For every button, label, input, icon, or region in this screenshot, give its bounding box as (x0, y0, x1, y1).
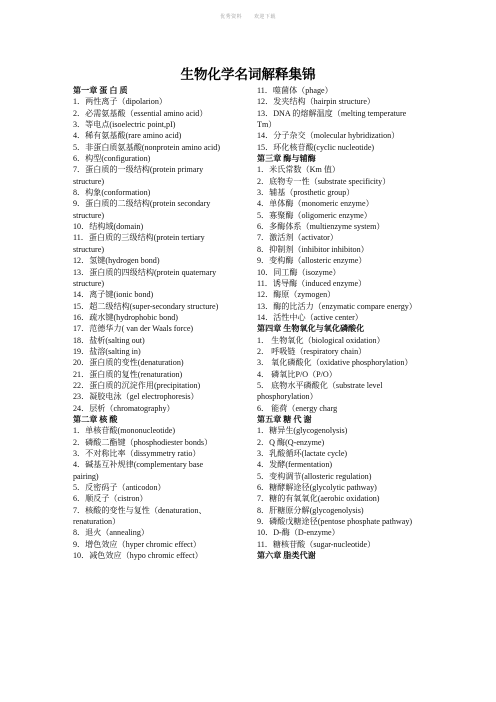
term-line: structure) (73, 278, 105, 288)
term-line: 3． 氧化磷酸化（oxidative phosphorylation） (257, 358, 413, 368)
term-line: 18．盐析(salting out) (73, 335, 145, 345)
header-right-text: 欢迎下载 (253, 15, 276, 20)
term-line: 8．构象(conformation) (73, 188, 151, 198)
term-line: 8．肝糖原分解(glycogenolysis) (257, 505, 364, 515)
term-line: 1．两性离子（dipolarion） (73, 97, 167, 107)
term-line: 5．非蛋白质氨基酸(nonprotein amino acid) (73, 142, 221, 152)
term-line: 13．蛋白质的四级结构(protein quaternary (73, 267, 217, 277)
term-line: 3．辅基（prosthetic group） (257, 188, 355, 198)
term-line: 5． 底物水平磷酸化（substrate level (257, 380, 383, 390)
term-line: 1．单核苷酸(mononucleotide) (73, 426, 176, 436)
term-line: 4．发酵(fermentation) (257, 460, 333, 470)
term-line: 21．蛋白质的复性(renaturation) (73, 369, 183, 379)
term-line: 5．反密码子（anticodon） (73, 483, 166, 493)
term-line: 12．发夹结构（hairpin structure） (257, 97, 376, 107)
term-line: 20．蛋白质的变性(denaturation) (73, 358, 184, 368)
term-line: 7．激活剂（activator） (257, 233, 338, 243)
term-line: 13．DNA 的熔解温度（melting temperature (257, 108, 407, 118)
term-line: 9．变构酶（allosteric enzyme） (257, 256, 367, 266)
term-line: 1．糖异生(glycogenolysis) (257, 426, 348, 436)
document-title: 生物化学名词解释集锦 (180, 67, 316, 82)
term-line: 5．寡聚酶（oligomeric enzyme） (257, 210, 372, 220)
term-line: 6． 能荷（energy charg (257, 403, 338, 413)
term-line: 6．构型(configuration) (73, 154, 151, 164)
chapter-heading: 第六章 脂类代谢 (257, 551, 316, 561)
term-line: 3．不对称比率（dissymmetry ratio） (73, 449, 201, 458)
page-header (0, 13, 496, 20)
term-line: pairing) (73, 471, 99, 481)
term-line: 14．活性中心（active center） (257, 312, 363, 322)
term-line: 14．分子杂交（molecular hybridization） (257, 131, 400, 141)
chapter-heading: 第五章 糖 代 谢 (257, 414, 312, 424)
term-line: 11．诱导酶（induced enzyme） (257, 278, 367, 288)
term-line: 3．等电点(isoelectric point,pI) (73, 120, 176, 130)
term-line: 2．必需氨基酸（essential amino acid） (73, 108, 208, 118)
header-left-text: 优秀资料 (220, 15, 243, 20)
term-line: 7．蛋白质的一级结构(protein primary (73, 165, 204, 175)
term-line: 9．增色效应（hyper chromic effect） (73, 539, 201, 549)
term-line: 10．减色效应（hypo chromic effect） (73, 551, 203, 561)
term-line: phosphorylation） (257, 392, 318, 402)
term-line: 3．乳酸循环(lactate cycle) (257, 449, 348, 458)
term-line: 11．蛋白质的三级结构(protein tertiary (73, 233, 205, 243)
term-line: 11．噬菌体（phage） (257, 86, 333, 95)
term-line: 2．磷酸二酯键（phosphodiester bonds） (73, 437, 213, 447)
term-line: 23．凝胶电泳（gel electrophoresis） (73, 392, 199, 402)
term-line: 7．核酸的变性与复性（denaturation、 (73, 505, 207, 515)
term-line: 14．离子键(ionic bond) (73, 290, 154, 300)
term-line: 9．蛋白质的二级结构(protein secondary (73, 199, 211, 209)
term-line: 2．底物专一性（substrate specificity） (257, 176, 391, 186)
term-line: 6．顺反子（cistron） (73, 494, 148, 504)
term-line: Tm） (257, 120, 277, 130)
term-line: 16．疏水键(hydrophobic bond) (73, 312, 178, 322)
term-line: 12．酶原（zymogen） (257, 290, 336, 300)
term-line: 6．多酶体系（multienzyme system） (257, 222, 385, 232)
term-line: 24．层析（chromatography） (73, 403, 175, 413)
term-line: 10．结构域(domain) (73, 222, 144, 232)
term-line: 6．糖酵解途径(glycolytic pathway) (257, 483, 377, 493)
chapter-heading: 第三章 酶与辅酶 (257, 154, 316, 164)
term-line: 7．糖的有氧氧化(aerobic oxidation) (257, 494, 380, 504)
term-line: 8．退火（annealing） (73, 528, 149, 538)
term-line: 22．蛋白质的沉淀作用(precipitation) (73, 380, 201, 390)
term-line: structure) (73, 244, 105, 254)
term-line: 15．超二级结构(super-secondary structure) (73, 301, 219, 311)
term-line: renaturation） (73, 517, 121, 527)
term-line: 17．范德华力( van der Waals force) (73, 324, 194, 334)
term-line: 9．磷酸戊糖途径(pentose phosphate pathway) (257, 517, 413, 527)
right-column (257, 85, 443, 561)
term-line: 4．碱基互补规律(complementary base (73, 460, 204, 470)
term-line: structure) (73, 176, 105, 186)
term-line: 1． 生物氧化（biological oxidation） (257, 335, 385, 345)
term-line: structure) (73, 210, 105, 220)
term-line: 10．同工酶（isozyme） (257, 267, 341, 277)
term-line: 12．氢键(hydrogen bond) (73, 256, 160, 266)
term-line: 4．稀有氨基酸(rare amino acid) (73, 131, 182, 141)
term-line: 11．糖核苷酸（sugar-nucleotide） (257, 539, 376, 549)
term-line: 4．单体酶（monomeric enzyme） (257, 199, 374, 209)
term-line: 8．抑制剂（inhibitor inhibiton） (257, 244, 369, 254)
chapter-heading: 第四章 生物氧化与氧化磷酸化 (257, 324, 365, 334)
term-line: 2．Q 酶(Q-enzyme) (257, 437, 325, 447)
chapter-heading: 第二章 核 酸 (73, 414, 118, 424)
term-line: 5．变构调节(allosteric regulation) (257, 471, 372, 481)
left-column (73, 85, 259, 561)
term-line: 2． 呼吸链（respiratory chain） (257, 346, 367, 356)
chapter-heading: 第一章 蛋 白 质 (73, 86, 128, 95)
term-line: 10．D-酶（D-enzyme） (257, 528, 340, 538)
term-line: 13．酶的比活力（enzymatic compare energy） (257, 301, 417, 311)
term-line: 1．米氏常数（Km 值） (257, 165, 340, 175)
term-line: 15．环化核苷酸(cyclic nucleotide) (257, 142, 375, 152)
term-line: 19．盐溶(salting in) (73, 346, 141, 356)
term-line: 4． 磷氧比P/O（P/O） (257, 369, 337, 379)
